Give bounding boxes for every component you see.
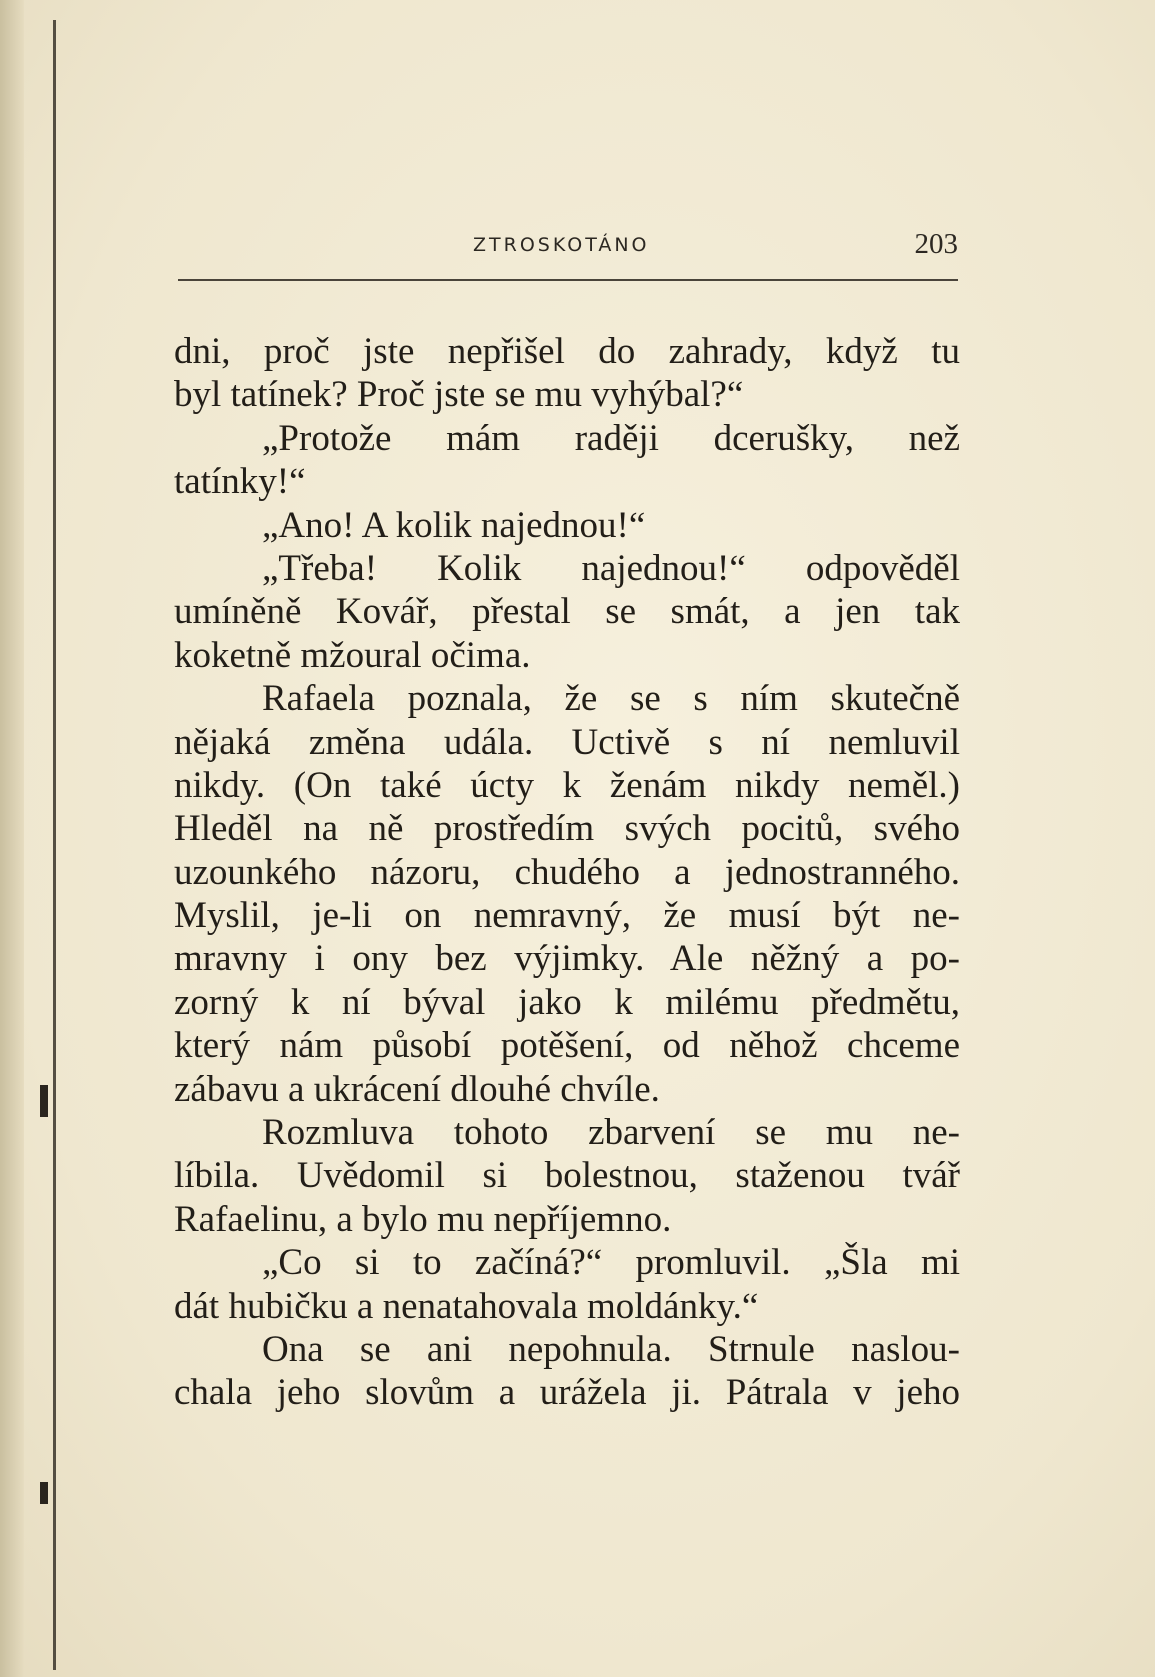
text-line: tatínky!“ <box>174 461 306 503</box>
text-line: „Třeba! Kolik najednou!“ odpověděl <box>262 547 960 589</box>
text-line: Hleděl na ně prostředím svých pocitů, svého <box>174 808 960 850</box>
text-line: Myslil, je-li on nemravný, že musí být ne- <box>174 895 960 937</box>
text-line: „Ano! A kolik najednou!“ <box>262 504 646 546</box>
text-line: Rozmluva tohoto zbarvení se mu ne- <box>262 1112 960 1154</box>
text-line: zorný k ní býval jako k milému předmětu, <box>174 981 960 1023</box>
header-rule <box>178 279 958 281</box>
page-binding-shadow <box>0 0 24 1677</box>
gutter-mark <box>40 1085 48 1117</box>
text-line: který nám působí potěšení, od něhož chceme <box>174 1025 960 1067</box>
page-header <box>178 228 958 268</box>
text-line: koketně mžoural očima. <box>174 634 531 676</box>
gutter-mark <box>40 1482 48 1504</box>
running-title: ZTROSKOTÁNO <box>473 234 650 256</box>
text-line: Rafaela poznala, že se s ním skutečně <box>262 678 960 720</box>
text-line: mravny i ony bez výjimky. Ale něžný a po- <box>174 938 960 980</box>
body-text <box>174 330 960 1415</box>
text-line: zábavu a ukrácení dlouhé chvíle. <box>174 1068 660 1110</box>
text-line: umíněně Kovář, přestal se smát, a jen tak <box>174 591 960 633</box>
text-line: Ona se ani nepohnula. Strnule naslou- <box>262 1328 960 1370</box>
text-line: chala jeho slovům a urážela ji. Pátrala v jeho <box>174 1372 960 1414</box>
text-line: dát hubičku a nenatahovala moldánky.“ <box>174 1285 759 1327</box>
text-line: „Protože mám raději dcerušky, než <box>262 417 960 459</box>
text-line: nějaká změna udála. Uctivě s ní nemluvil <box>174 721 960 763</box>
text-line: „Co si to začíná?“ promluvil. „Šla mi <box>262 1242 960 1284</box>
page-number: 203 <box>914 228 958 260</box>
text-line: dni, proč jste nepřišel do zahrady, když tu <box>174 331 960 372</box>
text-line: Rafaelinu, a bylo mu nepříjemno. <box>174 1198 672 1240</box>
text-line: byl tatínek? Proč jste se mu vyhýbal?“ <box>174 374 744 416</box>
text-line: nikdy. (On také úcty k ženám nikdy neměl.) <box>174 764 960 806</box>
text-line: líbila. Uvědomil si bolestnou, staženou tvář <box>174 1155 960 1197</box>
gutter-line <box>53 20 56 1670</box>
text-line: uzounkého názoru, chudého a jednostranného. <box>174 851 960 893</box>
